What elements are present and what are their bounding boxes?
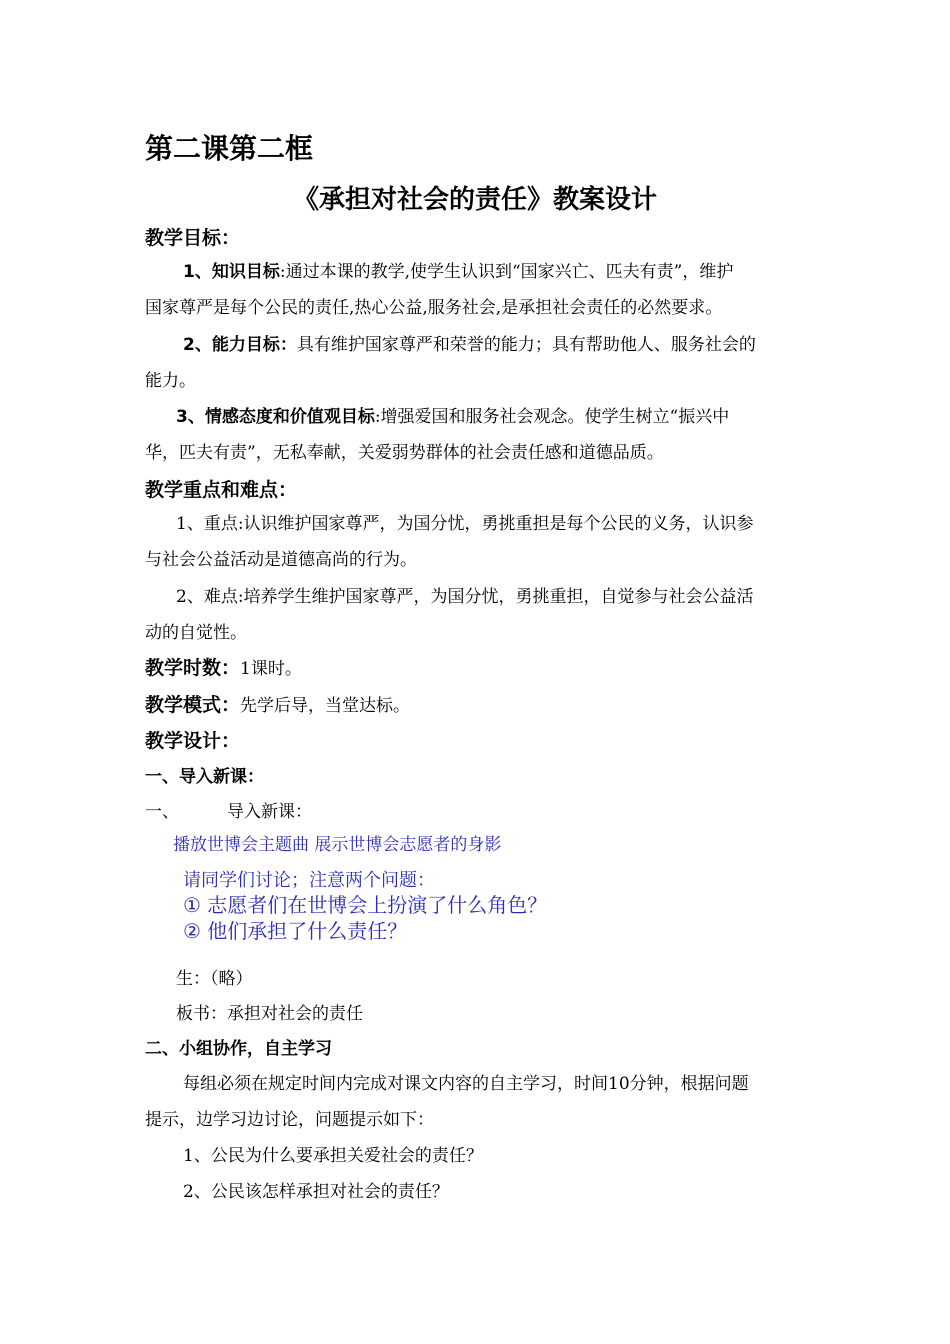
play-video-line: 播放世博会主题曲 展示世博会志愿者的身影 bbox=[173, 835, 502, 855]
lesson-heading: 第二课第二框 bbox=[145, 132, 314, 165]
student-response: 生：（略） bbox=[176, 969, 253, 989]
section-2-text-line-1: 每组必须在规定时间内完成对课文内容的自主学习，时间10分钟，根据问题 bbox=[183, 1074, 749, 1094]
emotion-objective-line-2: 华，匹夫有责”，无私奉献，关爱弱势群体的社会责任感和道德品质。 bbox=[145, 443, 664, 463]
knowledge-objective-text: :通过本课的教学,使学生认识到“国家兴亡、匹夫有责”，维护 bbox=[279, 262, 734, 282]
emotion-objective-line bbox=[176, 406, 729, 428]
emotion-objective-label: 3、情感态度和价值观目标 bbox=[176, 407, 375, 427]
ability-objective-line bbox=[183, 334, 756, 356]
discussion-question-1: ① 志愿者们在世博会上扮演了什么角色？ bbox=[183, 893, 548, 917]
knowledge-objective-label: 1、知识目标 bbox=[183, 262, 280, 282]
emotion-objective-text: :增强爱国和服务社会观念。使学生树立“振兴中 bbox=[374, 407, 730, 427]
ability-objective-label: 2、能力目标： bbox=[183, 335, 297, 355]
key-point-2-line-1: 2、难点:培养学生维护国家尊严，为国分忧，勇挑重担，自觉参与社会公益活 bbox=[176, 587, 754, 607]
ability-objective-line-2: 能力。 bbox=[145, 371, 196, 391]
section-2-question-2: 2、公民该怎样承担对社会的责任？ bbox=[183, 1182, 449, 1202]
discussion-question-2: ② 他们承担了什么责任？ bbox=[183, 919, 408, 943]
key-point-1-line-1: 1、重点:认识维护国家尊严，为国分忧，勇挑重担是每个公民的义务，认识参 bbox=[176, 514, 754, 534]
section-1-sub-number: 一、 bbox=[145, 802, 179, 822]
teaching-mode-label: 教学模式： bbox=[145, 694, 241, 716]
teaching-hours-line bbox=[145, 655, 302, 681]
teaching-design-heading: 教学设计： bbox=[145, 730, 241, 752]
teaching-mode-line bbox=[145, 692, 410, 718]
key-points-heading: 教学重点和难点： bbox=[145, 479, 298, 501]
section-1-heading: 一、导入新课： bbox=[145, 767, 264, 787]
knowledge-objective-line bbox=[183, 261, 733, 283]
key-point-2-line-2: 动的自觉性。 bbox=[145, 623, 247, 643]
objectives-heading: 教学目标： bbox=[145, 227, 241, 249]
section-2-text-line-2: 提示，边学习边讨论，问题提示如下： bbox=[145, 1110, 434, 1130]
key-point-1-line-2: 与社会公益活动是道德高尚的行为。 bbox=[145, 550, 417, 570]
teaching-hours-label: 教学时数： bbox=[145, 657, 241, 679]
section-2-question-1: 1、公民为什么要承担关爱社会的责任？ bbox=[183, 1146, 483, 1166]
knowledge-objective-line-2: 国家尊严是每个公民的责任,热心公益,服务社会,是承担社会责任的必然要求。 bbox=[145, 298, 723, 318]
section-1-sub-text: 导入新课： bbox=[227, 802, 312, 822]
document-title: 《承担对社会的责任》教案设计 bbox=[292, 185, 657, 215]
section-2-heading: 二、小组协作，自主学习 bbox=[145, 1039, 332, 1059]
teaching-mode-value: 先学后导，当堂达标。 bbox=[240, 696, 411, 716]
ability-objective-text: 具有维护国家尊严和荣誉的能力；具有帮助他人、服务社会的 bbox=[296, 335, 756, 355]
discussion-prompt: 请同学们讨论；注意两个问题： bbox=[183, 870, 435, 891]
teaching-hours-value: 1课时。 bbox=[240, 659, 302, 679]
board-writing: 板书：承担对社会的责任 bbox=[176, 1004, 363, 1024]
section-1-subheading bbox=[145, 801, 312, 823]
